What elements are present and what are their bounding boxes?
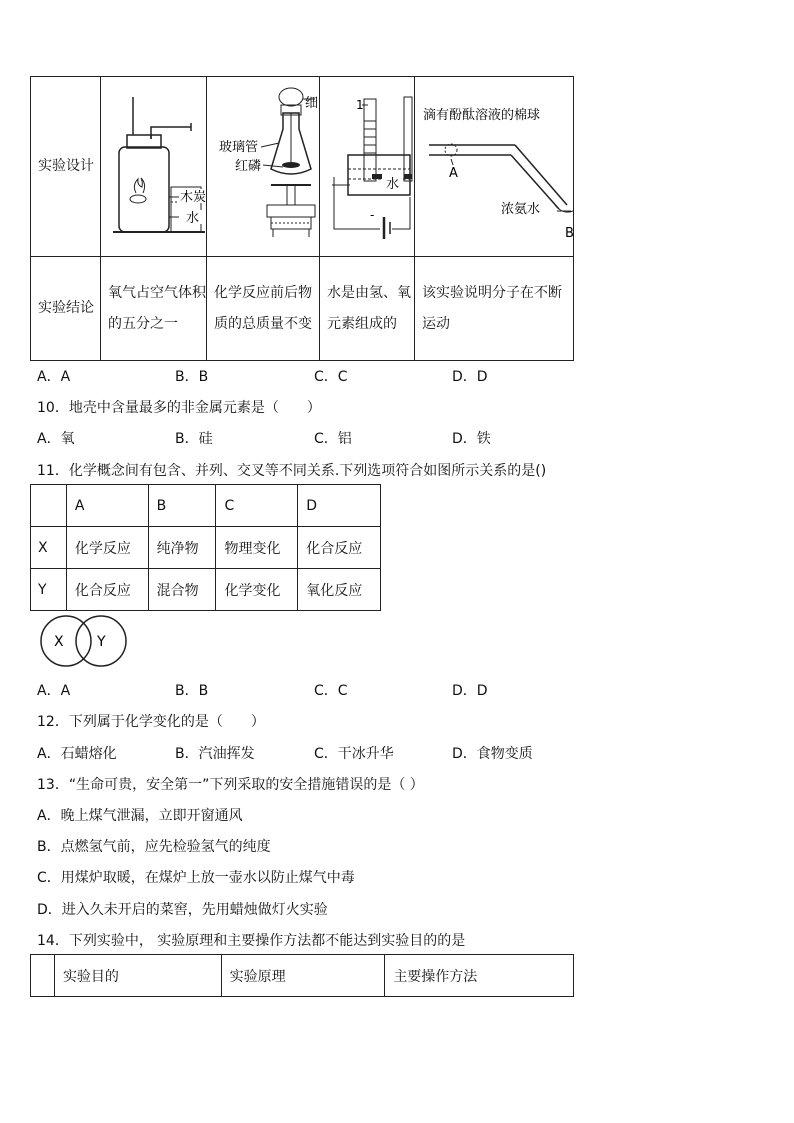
q12-option-b[interactable]: B．汽油挥发 (175, 746, 255, 762)
fig-b-label-glass-tube: 玻璃管 (219, 140, 259, 155)
ammonia-diffusion-apparatus-icon (415, 77, 573, 252)
table-row (31, 527, 381, 569)
charcoal-combustion-apparatus-icon (101, 77, 206, 252)
fig-c-label-one: 1 (356, 98, 364, 112)
conclusion-c: 水是由氢、氧元素组成的 (320, 257, 415, 361)
q12-option-d[interactable]: D．食物变质 (452, 746, 533, 762)
experiment-figure-a (101, 77, 207, 257)
experiment-figure-c (320, 77, 415, 257)
table-cell: 混合物 (148, 569, 216, 611)
q11-option-a[interactable]: A．A (37, 683, 71, 699)
concept-relation-table (30, 484, 381, 611)
experiment-table (30, 76, 574, 361)
q10-option-c[interactable]: C．铝 (314, 431, 352, 447)
venn-label-x: X (54, 634, 64, 650)
row-label: Y (31, 569, 67, 611)
venn-label-y: Y (97, 634, 106, 650)
fig-a-label-charcoal: 木炭 (180, 190, 207, 205)
fig-b-label-red-phosphorus: 红磷 (235, 159, 262, 174)
table-header: C (216, 485, 298, 527)
q9-option-d[interactable]: D．D (452, 369, 488, 385)
q11-option-b[interactable]: B．B (175, 683, 209, 699)
fig-d-label-ammonia: 浓氨水 (501, 202, 541, 217)
row-label: X (31, 527, 67, 569)
table-header: 实验原理 (221, 955, 385, 997)
fig-d-label-cotton: 滴有酚酞溶液的棉球 (423, 108, 541, 123)
q10-option-b[interactable]: B．硅 (175, 431, 213, 447)
q12-stem: 12．下列属于化学变化的是（ ） (37, 714, 265, 730)
conclusion-header: 实验结论 (31, 257, 101, 361)
q13-option-b[interactable]: B．点燃氢气前，应先检验氢气的纯度 (37, 839, 271, 855)
design-header: 实验设计 (31, 77, 101, 257)
q10-option-a[interactable]: A．氧 (37, 431, 75, 447)
table-header: A (66, 485, 148, 527)
fig-a-label-water: 水 (186, 211, 200, 226)
table-row (31, 569, 381, 611)
experiment-figure-b (207, 77, 320, 257)
q12-option-c[interactable]: C．干冰升华 (314, 746, 394, 762)
table-corner (31, 485, 67, 527)
conclusion-a: 氧气占空气体积的五分之一 (101, 257, 207, 361)
experiment-figure-d (415, 77, 574, 257)
table-cell: 氧化反应 (298, 569, 381, 611)
q13-option-c[interactable]: C．用煤炉取暖，在煤炉上放一壶水以防止煤气中毒 (37, 870, 355, 886)
red-phosphorus-flask-apparatus-icon (207, 77, 319, 252)
table-header: B (148, 485, 216, 527)
q9-option-b[interactable]: B．B (175, 369, 209, 385)
table-header: 实验目的 (54, 955, 221, 997)
q11-option-c[interactable]: C．C (314, 683, 348, 699)
table-header: 主要操作方法 (385, 955, 574, 997)
table-cell: 化学变化 (216, 569, 298, 611)
q9-option-c[interactable]: C．C (314, 369, 348, 385)
conclusion-d: 该实验说明分子在不断运动 (415, 257, 574, 361)
q12-option-a[interactable]: A．石蜡熔化 (37, 746, 117, 762)
table-corner (31, 955, 55, 997)
water-electrolysis-apparatus-icon (320, 77, 414, 252)
table-cell: 纯净物 (148, 527, 216, 569)
table-cell: 化合反应 (298, 527, 381, 569)
fig-c-label-minus: - (370, 208, 375, 222)
q13-stem: 13．“生命可贵，安全第一”下列采取的安全措施错误的是（ ） (37, 777, 424, 793)
fig-d-label-a: A (449, 166, 458, 181)
venn-diagram-icon (38, 614, 130, 670)
q13-option-a[interactable]: A．晚上煤气泄漏，立即开窗通风 (37, 808, 243, 824)
experiment-method-table (30, 954, 574, 997)
table-cell: 化合反应 (66, 569, 148, 611)
q11-option-d[interactable]: D．D (452, 683, 488, 699)
q10-option-d[interactable]: D．铁 (452, 431, 491, 447)
table-cell: 化学反应 (66, 527, 148, 569)
q10-stem: 10．地壳中含量最多的非金属元素是（ ） (37, 400, 321, 416)
q9-option-a[interactable]: A．A (37, 369, 71, 385)
q13-option-d[interactable]: D．进入久未开启的菜窖，先用蜡烛做灯火实验 (37, 902, 328, 918)
conclusion-b: 化学反应前后物质的总质量不变 (207, 257, 320, 361)
q14-stem: 14．下列实验中， 实验原理和主要操作方法都不能达到实验目的的是 (37, 933, 466, 949)
table-cell: 物理变化 (216, 527, 298, 569)
fig-d-label-b: B (565, 226, 574, 241)
q11-stem: 11．化学概念间有包含、并列、交叉等不同关系.下列选项符合如图所示关系的是() (37, 463, 547, 479)
table-header: D (298, 485, 381, 527)
fig-b-label-thin: 细 (305, 96, 319, 111)
fig-c-label-water: 水 (386, 177, 400, 192)
